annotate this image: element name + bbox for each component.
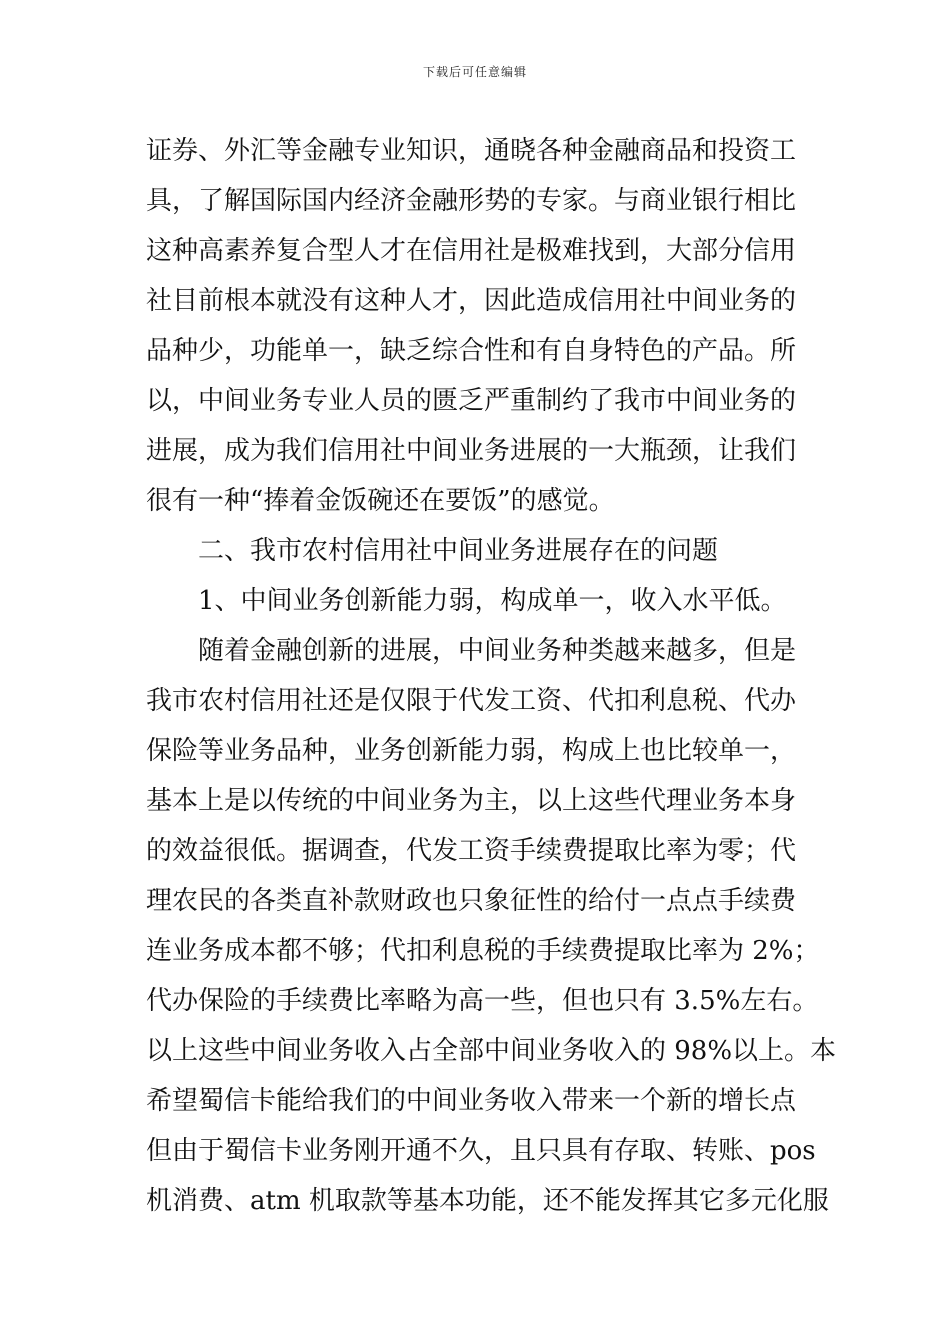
text-line: 进展，成为我们信用社中间业务进展的一大瓶颈，让我们	[146, 436, 797, 466]
text-line: 机消费、atm 机取款等基本功能，还不能发挥其它多元化服	[146, 1186, 829, 1216]
text-line: 我市农村信用社还是仅限于代发工资、代扣利息税、代办	[146, 686, 797, 716]
text-line: 希望蜀信卡能给我们的中间业务收入带来一个新的增长点	[146, 1086, 797, 1116]
text-line: 连业务成本都不够；代扣利息税的手续费提取比率为 2%；	[146, 936, 820, 966]
section-heading: 二、我市农村信用社中间业务进展存在的问题	[198, 536, 719, 566]
text-line: 的效益很低。据调查，代发工资手续费提取比率为零；代	[146, 836, 797, 866]
text-line: 社目前根本就没有这种人才，因此造成信用社中间业务的	[146, 286, 797, 316]
text-line: 以，中间业务专业人员的匮乏严重制约了我市中间业务的	[146, 386, 797, 416]
text-line: 保险等业务品种，业务创新能力弱，构成上也比较单一，	[146, 736, 797, 766]
text-line: 以上这些中间业务收入占全部中间业务收入的 98%以上。本	[146, 1036, 837, 1066]
text-line: 这种高素养复合型人才在信用社是极难找到，大部分信用	[146, 236, 797, 266]
document-body	[146, 126, 837, 1226]
text-line: 具，了解国际国内经济金融形势的专家。与商业银行相比	[146, 186, 797, 216]
text-line: 随着金融创新的进展，中间业务种类越来越多，但是	[198, 636, 797, 666]
text-line: 很有一种“捧着金饭碗还在要饭”的感觉。	[146, 486, 615, 516]
text-line: 基本上是以传统的中间业务为主，以上这些代理业务本身	[146, 786, 797, 816]
text-line: 但由于蜀信卡业务刚开通不久，且只具有存取、转账、pos	[146, 1136, 816, 1166]
page-header: 下载后可任意编辑	[422, 65, 527, 79]
subsection-heading: 1、中间业务创新能力弱，构成单一，收入水平低。	[198, 586, 787, 616]
text-line: 代办保险的手续费比率略为高一些，但也只有 3.5%左右。	[146, 986, 819, 1016]
text-line: 证券、外汇等金融专业知识，通晓各种金融商品和投资工	[146, 136, 797, 166]
text-line: 品种少，功能单一，缺乏综合性和有自身特色的产品。所	[146, 336, 797, 366]
text-line: 理农民的各类直补款财政也只象征性的给付一点点手续费	[146, 886, 797, 916]
